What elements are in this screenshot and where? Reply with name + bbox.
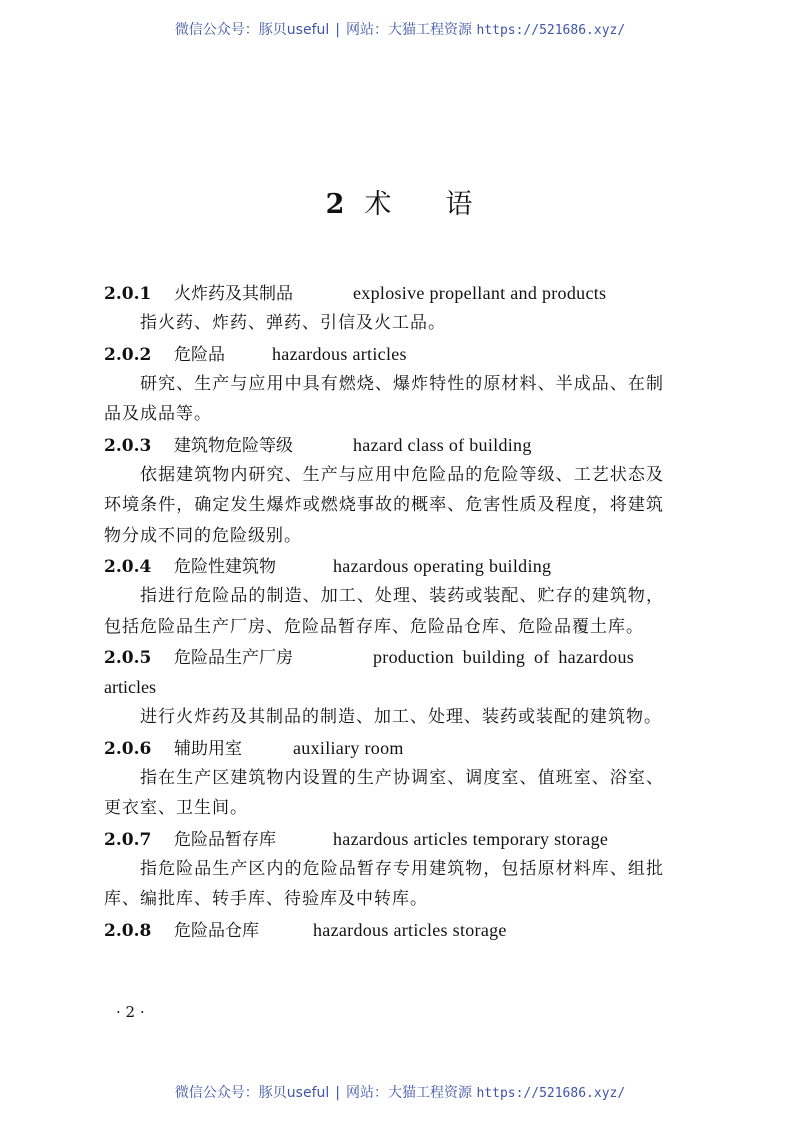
term-definition: 指进行危险品的制造、加工、处理、装药或装配、贮存的建筑物，包括危险品生产厂房、危险品暂存库、危险品仓库、危险品覆土库。 (104, 586, 664, 637)
terms-list (104, 278, 664, 945)
term-heading (104, 915, 664, 945)
term-english: explosive propellant and products (353, 283, 607, 303)
term-english: auxiliary room (293, 737, 404, 758)
term-chinese: 火炸药及其制品 (174, 284, 293, 304)
term-definition: 指在生产区建筑物内设置的生产协调室、调度室、值班室、浴室、更衣室、卫生间。 (104, 767, 664, 818)
term-english: hazardous operating building (333, 556, 552, 576)
term-number: 2.0.6 (104, 738, 152, 759)
term-entry (104, 278, 664, 339)
term-entry (104, 339, 664, 430)
term-entry (104, 915, 664, 945)
term-definition: 指火药、炸药、弹药、引信及火工品。 (140, 313, 446, 333)
term-heading (104, 642, 664, 672)
term-english: hazard class of building (353, 434, 532, 455)
watermark-prefix: 微信公众号：豚贝useful (174, 22, 330, 38)
term-chinese: 危险品 (174, 344, 225, 365)
term-chinese: 危险品生产厂房 (174, 648, 293, 668)
term-entry (104, 824, 664, 915)
term-heading (104, 430, 664, 460)
chapter-title-part1: 术 (364, 189, 394, 220)
term-english: hazardous articles (272, 343, 407, 364)
term-definition: 进行火炸药及其制品的制造、加工、处理、装药或装配的建筑物。 (140, 707, 662, 727)
term-heading (104, 339, 664, 369)
term-english: hazardous articles temporary storage (333, 828, 609, 849)
watermark-site: 网站：大猫工程资源 (346, 1085, 473, 1101)
term-number: 2.0.1 (104, 284, 152, 304)
watermark-separator: | (335, 1085, 341, 1101)
watermark-url[interactable]: https://521686.xyz/ (476, 23, 626, 38)
term-chinese: 辅助用室 (174, 738, 242, 759)
term-heading (104, 551, 664, 581)
term-english: hazardous articles storage (313, 919, 507, 940)
term-number: 2.0.8 (104, 920, 152, 941)
term-heading (104, 824, 664, 854)
watermark-header (0, 19, 800, 39)
term-number: 2.0.4 (104, 557, 152, 577)
watermark-footer (0, 1082, 800, 1102)
chapter-number: 2 (325, 189, 347, 220)
chapter-title-part2: 语 (445, 189, 475, 220)
watermark-prefix: 微信公众号：豚贝useful (174, 1085, 330, 1101)
term-definition: 指危险品生产区内的危险品暂存专用建筑物，包括原材料库、组批库、编批库、转手库、待验库及中转库。 (104, 858, 664, 909)
watermark-separator: | (335, 22, 341, 38)
term-english: production building of hazardous (373, 647, 635, 667)
chapter-title (0, 182, 800, 221)
term-definition: 依据建筑物内研究、生产与应用中危险品的危险等级、工艺状态及环境条件，确定发生爆炸或燃烧事故的概率、危害性质及程度，将建筑物分成不同的危险级别。 (104, 464, 664, 546)
page-number: · 2 · (116, 1003, 145, 1021)
term-entry (104, 430, 664, 552)
term-chinese: 建筑物危险等级 (174, 435, 293, 456)
term-chinese: 危险品仓库 (174, 920, 259, 941)
term-heading (104, 278, 664, 308)
term-entry (104, 551, 664, 642)
term-number: 2.0.2 (104, 344, 152, 365)
watermark-site: 网站：大猫工程资源 (346, 22, 473, 38)
term-number: 2.0.3 (104, 435, 152, 456)
watermark-url[interactable]: https://521686.xyz/ (476, 1086, 626, 1101)
term-entry (104, 733, 664, 824)
term-heading (104, 733, 664, 763)
term-chinese: 危险性建筑物 (174, 557, 276, 577)
term-number: 2.0.5 (104, 648, 152, 668)
term-number: 2.0.7 (104, 829, 152, 850)
term-definition: 研究、生产与应用中具有燃烧、爆炸特性的原材料、半成品、在制品及成品等。 (104, 373, 664, 424)
term-english-continued: articles (104, 677, 156, 697)
term-entry (104, 642, 664, 733)
term-chinese: 危险品暂存库 (174, 829, 276, 850)
